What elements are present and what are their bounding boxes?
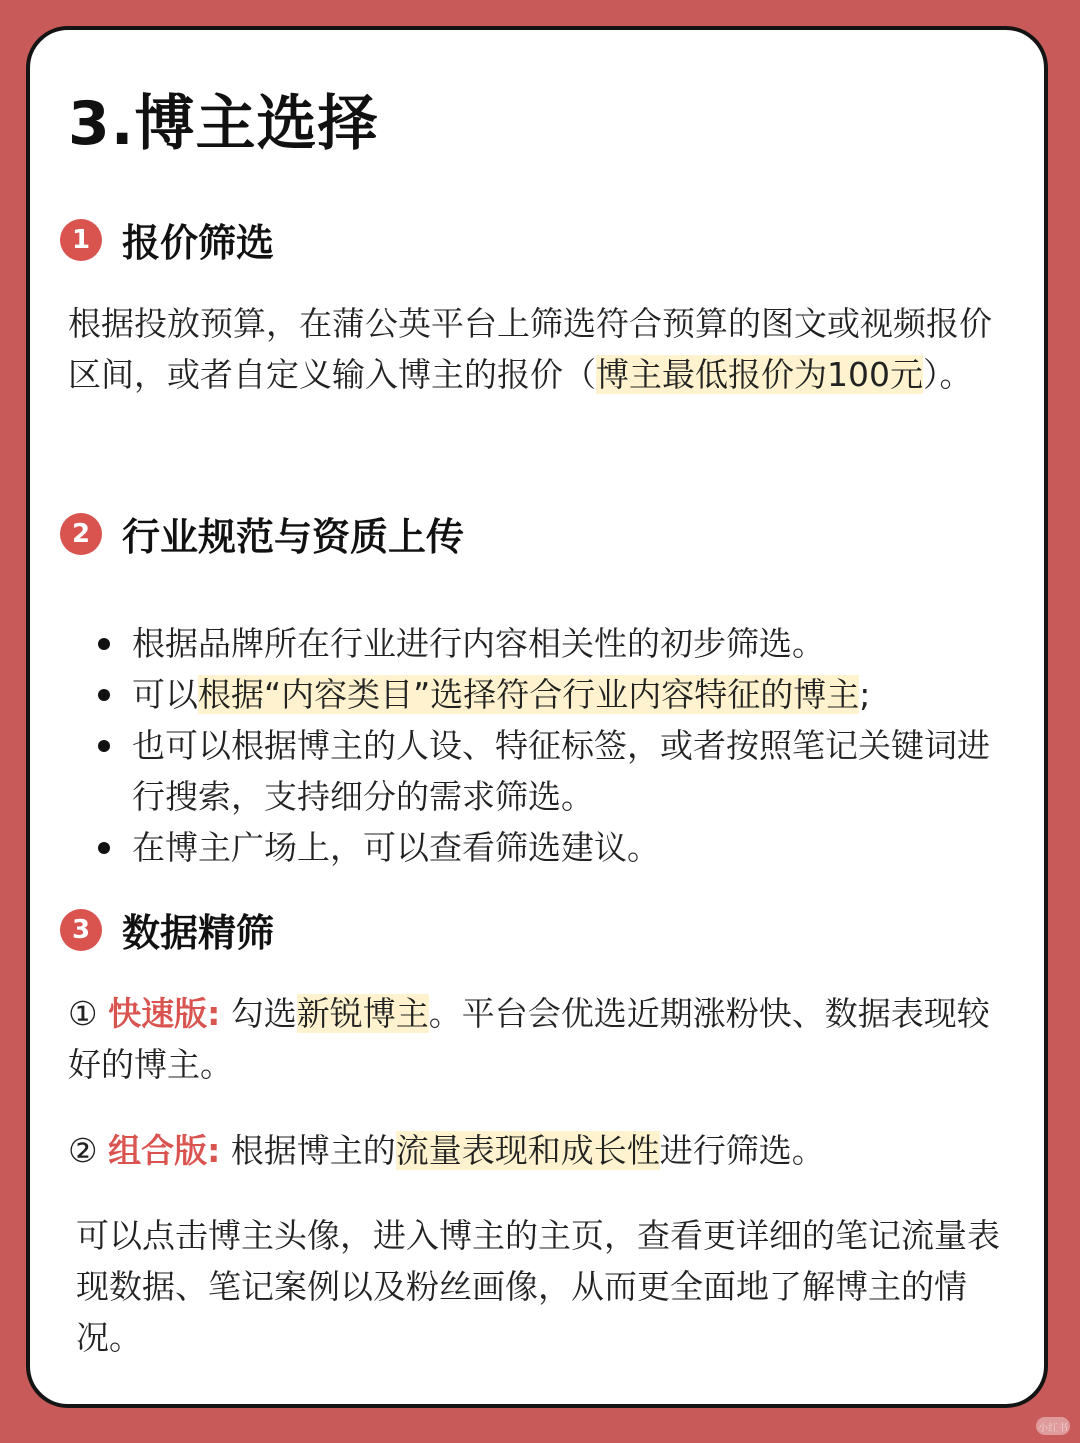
section-3-title: 数据精筛 [122, 911, 275, 955]
section-3-header [60, 902, 274, 957]
closing-paragraph: 可以点击博主头像，进入博主的主页，查看更详细的笔记流量表现数据、笔记案例以及粉丝画像，从而更全面地了解博主的情况。 [76, 1216, 1000, 1357]
section-1-paragraph [68, 298, 1008, 400]
traffic-growth-highlight: 流量表现和成长性 [395, 1131, 660, 1170]
combined-version-paragraph: ② 组合版: 根据博主的流量表现和成长性进行筛选。 [68, 1131, 825, 1170]
section-2-header [60, 506, 464, 561]
circled-two-marker: ② [68, 1131, 98, 1170]
list-item: 也可以根据博主的人设、特征标签，或者按照笔记关键词进行搜索，支持细分的需求筛选。 [92, 720, 992, 822]
content-card [26, 26, 1048, 1408]
section-1-text-end: ）。 [923, 355, 973, 394]
section-2-title: 行业规范与资质上传 [122, 515, 465, 559]
list-item: 可以根据“内容类目”选择符合行业内容特征的博主; [92, 669, 992, 720]
section-1-title: 报价筛选 [122, 221, 275, 265]
watermark-logo: 小红书 [1036, 1417, 1070, 1435]
circled-one-marker: ① [68, 994, 98, 1033]
section-1-header [60, 212, 274, 267]
content-category-highlight: 根据“内容类目”选择符合行业内容特征的博主 [198, 675, 860, 714]
section-1-number-badge: 1 [60, 219, 102, 261]
section-2-bullet-list [92, 618, 992, 873]
section-2-number-badge: 2 [60, 513, 102, 555]
quick-version-label: 快速版: [108, 994, 221, 1033]
new-blogger-highlight: 新锐博主 [296, 994, 429, 1033]
section-3-number-badge: 3 [60, 909, 102, 951]
page-title: 3.博主选择 [68, 89, 379, 159]
list-item: 在博主广场上，可以查看筛选建议。 [92, 822, 992, 873]
quick-version-paragraph: ① 快速版: 勾选新锐博主。平台会优选近期涨粉快、数据表现较好的博主。 [68, 994, 990, 1084]
list-item: 根据品牌所在行业进行内容相关性的初步筛选。 [92, 618, 992, 669]
min-price-highlight: 博主最低报价为100元 [596, 355, 923, 394]
section-1-text: 根据投放预算，在蒲公英平台上筛选符合预算的图文或视频报价区间，或者自定义输入博主的报价（ [68, 304, 992, 394]
combined-version-label: 组合版: [108, 1131, 221, 1170]
